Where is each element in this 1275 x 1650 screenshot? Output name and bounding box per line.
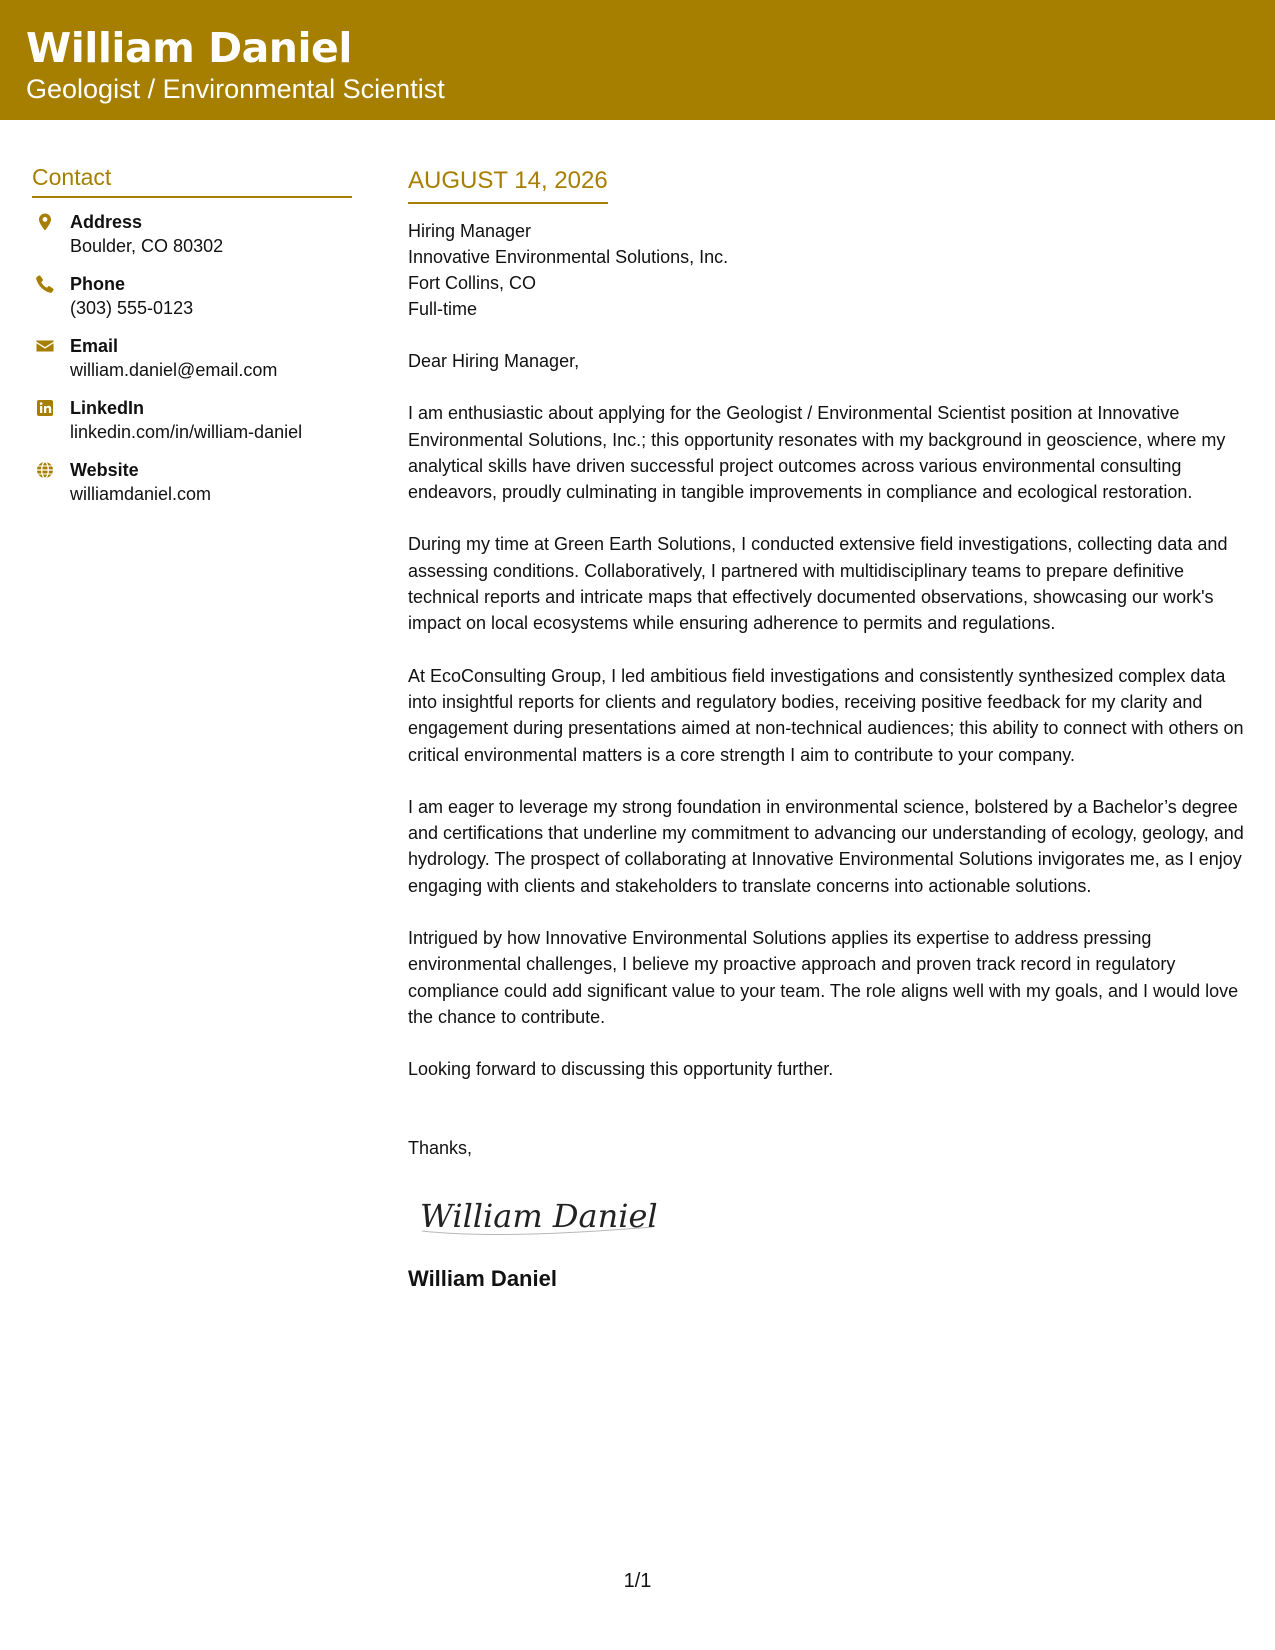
contact-label: Website bbox=[70, 460, 139, 480]
contact-value: Boulder, CO 80302 bbox=[70, 236, 224, 256]
letter-date: AUGUST 14, 2026 bbox=[408, 164, 608, 204]
recipient-location: Fort Collins, CO bbox=[408, 273, 537, 293]
contact-value: william.daniel@email.com bbox=[70, 360, 278, 380]
letter-body bbox=[408, 164, 1248, 1293]
phone-icon bbox=[35, 274, 55, 294]
contact-value: (303) 555-0123 bbox=[70, 298, 194, 318]
job-type: Full-time bbox=[408, 299, 478, 319]
contact-item-address bbox=[32, 210, 352, 258]
recipient-title: Hiring Manager bbox=[408, 221, 532, 241]
globe-icon bbox=[35, 460, 55, 480]
letter-paragraph-4: I am eager to leverage my strong foundation in environmental science, bolstered by a Bachelor’s degree and certifications that underline my commitment to advancing our understanding of ecology, geology, and hydrology. The prospect of collaborating at Innovative Environmental Solutions invigorates me, as I enjoy engaging with clients and stakeholders to translate concerns into actionable solutions. bbox=[408, 796, 1244, 896]
applicant-name: William Daniel bbox=[26, 24, 352, 72]
contact-label: LinkedIn bbox=[70, 398, 145, 418]
location-pin-icon bbox=[35, 212, 55, 232]
letter-paragraph-3: At EcoConsulting Group, I led ambitious field investigations and consistently synthesized complex data into insightful reports for clients and regulatory bodies, receiving positive feedback for my clarity and engagement during presentations aimed at non-technical audiences; this ability to connect with others on critical environmental matters is a core strength I aim to contribute to your company. bbox=[408, 665, 1244, 765]
salutation: Dear Hiring Manager, bbox=[408, 351, 580, 371]
contact-value: linkedin.com/in/william-daniel bbox=[70, 422, 303, 442]
envelope-icon bbox=[35, 336, 55, 356]
linkedin-icon bbox=[35, 398, 55, 418]
contact-item-phone bbox=[32, 272, 352, 320]
contact-label: Address bbox=[70, 212, 143, 232]
contact-item-email bbox=[32, 334, 352, 382]
letter-paragraph-5: Intrigued by how Innovative Environmental Solutions applies its expertise to address pressing environmental challenges, I believe my proactive approach and proven track record in regulatory compliance could add significant value to your team. The role aligns well with my goals, and I would love the chance to contribute. bbox=[408, 928, 1239, 1027]
applicant-role: Geologist / Environmental Scientist bbox=[26, 74, 445, 104]
header-banner bbox=[0, 0, 1275, 120]
page-indicator: 1/1 bbox=[623, 1570, 652, 1592]
signature-text: William Daniel bbox=[420, 1196, 658, 1235]
contact-label: Phone bbox=[70, 274, 126, 294]
letter-paragraph-2: During my time at Green Earth Solutions, I conducted extensive field investigations, collecting data and assessing conditions. Collaboratively, I partnered with multidisciplinary teams to prepare definitive technical reports and intricate maps that effectively documented observations, showcasing our work's impact on local ecosystems while ensuring adherence to permits and regulations. bbox=[408, 534, 1228, 634]
letter-paragraph-1: I am enthusiastic about applying for the Geologist / Environmental Scientist position at Innovative Environmental Solutions, Inc.; this opportunity resonates with my background in geoscience, where my analytical skills have driven successful project outcomes across various environmental consulting endeavors, proudly culminating in tangible improvements in compliance and ecological restoration. bbox=[408, 403, 1226, 503]
contact-item-linkedin bbox=[32, 396, 352, 444]
contact-section-title: Contact bbox=[32, 162, 352, 198]
closing-line: Thanks, bbox=[408, 1137, 473, 1158]
letter-paragraph-6: Looking forward to discussing this opportunity further. bbox=[408, 1059, 834, 1080]
contact-value: williamdaniel.com bbox=[70, 484, 212, 504]
contact-list bbox=[32, 210, 352, 506]
recipient-company: Innovative Environmental Solutions, Inc. bbox=[408, 247, 729, 267]
contact-label: Email bbox=[70, 336, 119, 356]
signed-name: William Daniel bbox=[408, 1265, 557, 1291]
handwritten-signature bbox=[416, 1187, 1248, 1243]
contact-item-website bbox=[32, 458, 352, 506]
contact-sidebar bbox=[32, 162, 352, 520]
recipient-block bbox=[408, 218, 1248, 322]
